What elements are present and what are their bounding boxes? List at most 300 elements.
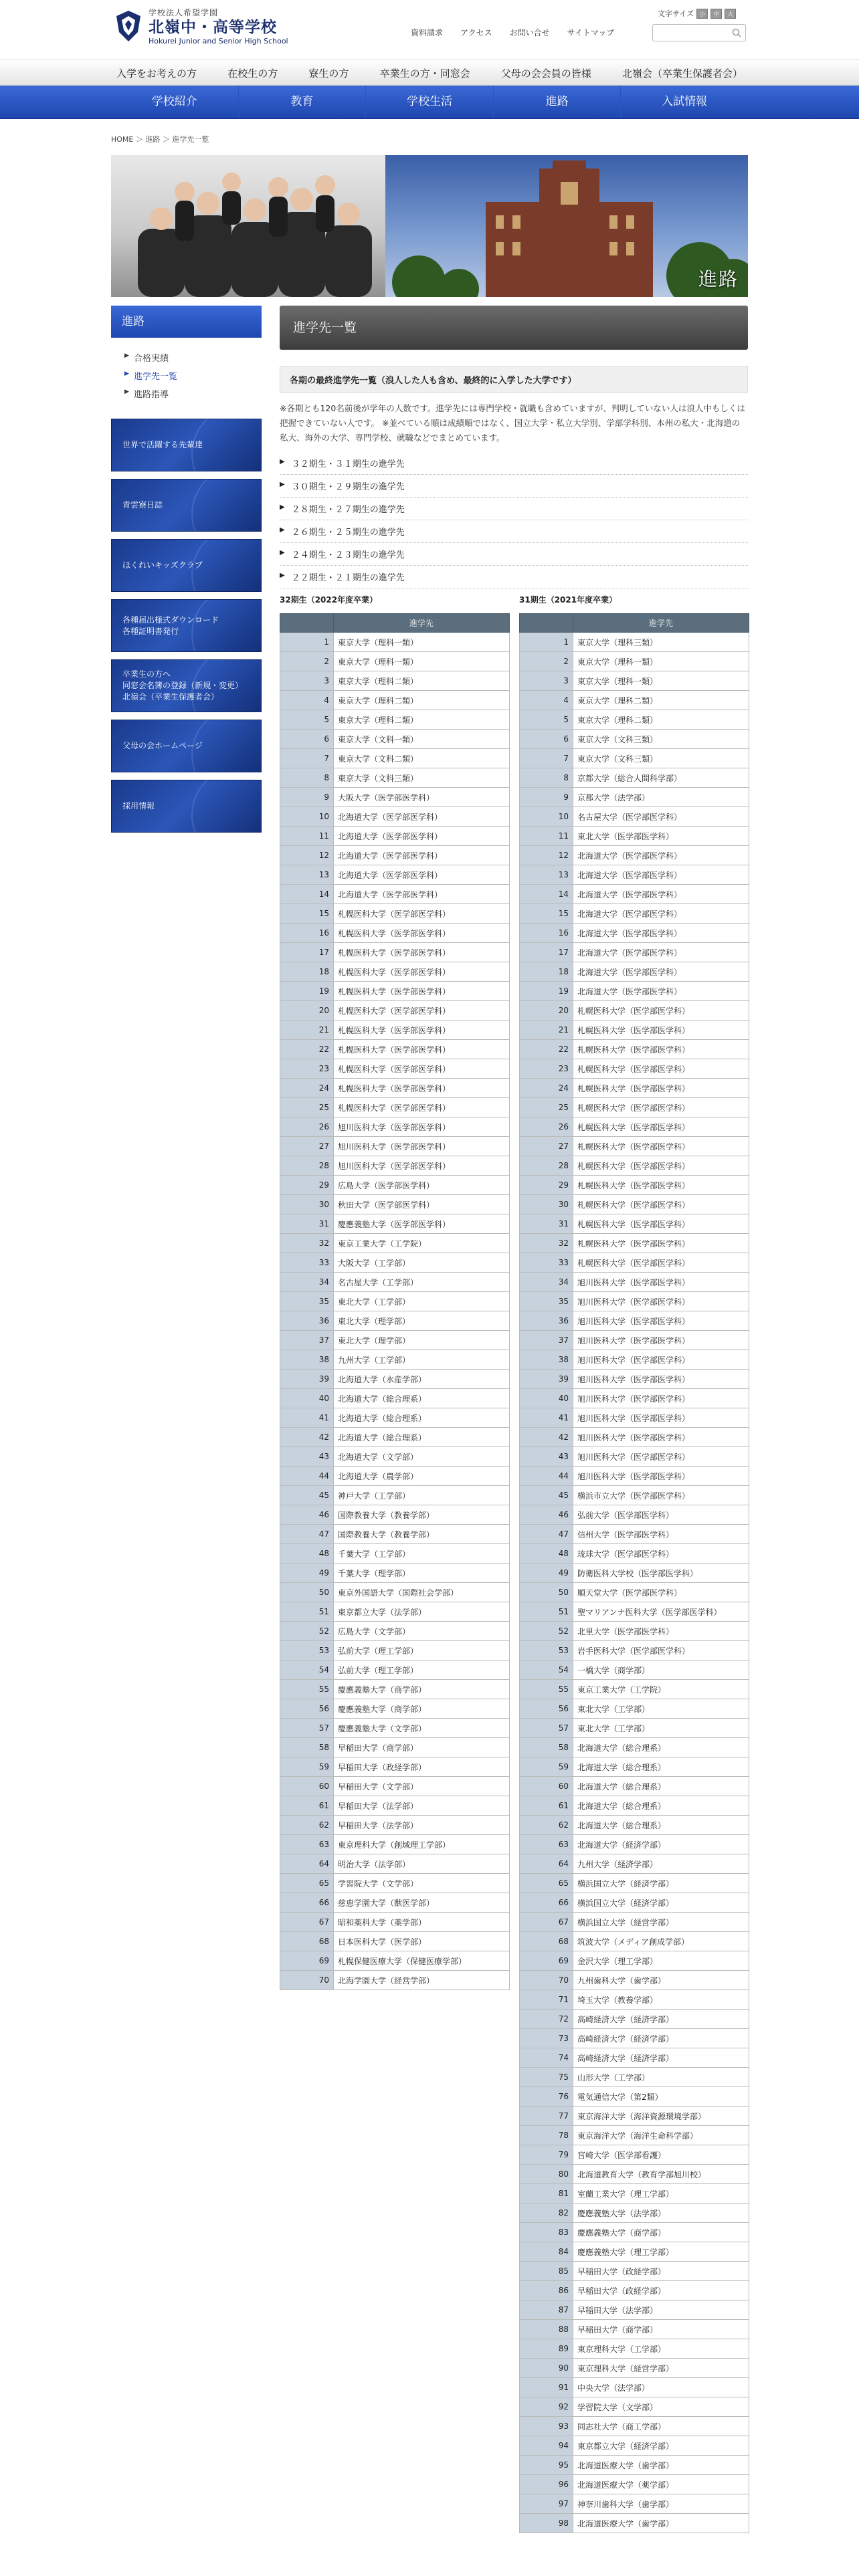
row-number: 5 — [520, 710, 573, 730]
university-cell: 東京工業大学（工学院） — [573, 1680, 749, 1699]
row-number: 53 — [280, 1641, 334, 1660]
nav-school-life[interactable]: 学校生活 — [365, 86, 493, 118]
university-cell: 札幌医科大学（医学部医学科） — [334, 962, 510, 982]
table-row — [280, 1486, 510, 1505]
university-cell: 北海道大学（医学部医学科） — [573, 943, 749, 962]
table-row — [520, 2359, 749, 2378]
sidebar-item-results[interactable]: ▶ 合格実績 — [124, 351, 262, 364]
university-cell: 旭川医科大学（医学部医学科） — [573, 1273, 749, 1292]
row-number: 29 — [280, 1176, 334, 1195]
table-row — [280, 710, 510, 730]
table-row — [280, 1156, 510, 1176]
school-name-en: Hokurei Junior and Senior High School — [149, 37, 288, 45]
table-row — [520, 652, 749, 671]
university-cell: 京都大学（総合人間科学部） — [573, 768, 749, 788]
university-cell: 札幌医科大学（医学部医学科） — [334, 1040, 510, 1059]
university-cell: 早稲田大学（政経学部） — [334, 1757, 510, 1777]
university-cell: 慶應義塾大学（法学部） — [573, 2204, 749, 2223]
table-row — [520, 1913, 749, 1932]
row-number: 64 — [520, 1854, 573, 1874]
university-cell: 北海道大学（医学部医学科） — [573, 865, 749, 885]
table-row — [520, 1990, 749, 2010]
university-cell: 弘前大学（理工学部） — [334, 1641, 510, 1660]
university-cell: 千葉大学（工学部） — [334, 1544, 510, 1564]
row-number: 1 — [520, 633, 573, 652]
table-row — [280, 1854, 510, 1874]
row-number: 37 — [520, 1331, 573, 1350]
university-cell: 室蘭工業大学（理工学部） — [573, 2184, 749, 2204]
row-number: 75 — [520, 2068, 573, 2087]
sidebar-item-destinations[interactable]: ▶ 進学先一覧 — [124, 369, 262, 382]
table-row — [520, 2494, 749, 2514]
row-number: 30 — [520, 1195, 573, 1214]
row-number: 62 — [280, 1816, 334, 1835]
university-cell: 神奈川歯科大学（歯学部） — [573, 2494, 749, 2514]
table-row — [280, 1350, 510, 1370]
row-number: 54 — [280, 1660, 334, 1680]
table-row — [280, 1564, 510, 1583]
row-number: 91 — [520, 2378, 573, 2397]
nav-prospective[interactable]: 入学をお考えの方 — [116, 67, 197, 80]
university-cell: 早稲田大学（政経学部） — [573, 2281, 749, 2300]
table-row — [280, 1098, 510, 1117]
table-row — [280, 1777, 510, 1796]
breadcrumb[interactable]: HOME ＞ 進路 ＞ 進学先一覧 — [111, 135, 209, 144]
banner-label: 父母の会ホームページ — [122, 741, 203, 750]
university-cell: 旭川医科大学（医学部医学科） — [573, 1447, 749, 1467]
search-input[interactable] — [652, 24, 746, 41]
destinations-table — [280, 613, 510, 1990]
year-link[interactable] — [280, 543, 748, 566]
university-cell: 東北大学（理学部） — [334, 1311, 510, 1331]
table-class-32 — [280, 594, 510, 1990]
arrow-right-icon: ▶ — [280, 481, 285, 488]
row-number: 82 — [520, 2204, 573, 2223]
row-number: 47 — [280, 1525, 334, 1544]
year-link[interactable] — [280, 452, 748, 475]
university-cell: 北海道教育大学（教育学部旭川校） — [573, 2165, 749, 2184]
row-number: 4 — [520, 691, 573, 710]
table-row — [520, 1292, 749, 1311]
university-cell: 旭川医科大学（医学部医学科） — [573, 1331, 749, 1350]
table-row — [520, 1117, 749, 1137]
search-icon[interactable] — [732, 28, 741, 37]
university-cell: 慈恵学園大学（獣医学部） — [334, 1893, 510, 1913]
row-number: 68 — [280, 1932, 334, 1951]
year-link[interactable] — [280, 566, 748, 588]
table-row — [520, 827, 749, 846]
row-number: 48 — [520, 1544, 573, 1564]
table-row — [520, 807, 749, 827]
row-number: 27 — [520, 1137, 573, 1156]
table-row — [520, 1583, 749, 1602]
table-row — [520, 1137, 749, 1156]
table-row — [280, 1913, 510, 1932]
table-row — [520, 1738, 749, 1757]
banner-alumni-world[interactable] — [111, 419, 262, 471]
table-row — [520, 2378, 749, 2397]
row-number: 63 — [280, 1835, 334, 1854]
row-number: 18 — [280, 962, 334, 982]
university-cell: 東京都立大学（法学部） — [334, 1602, 510, 1622]
row-number: 44 — [520, 1467, 573, 1486]
row-number: 7 — [280, 749, 334, 768]
row-number: 48 — [280, 1544, 334, 1564]
table-row — [520, 1486, 749, 1505]
nav-about[interactable]: 学校紹介 — [151, 95, 197, 108]
util-link-contact[interactable]: お問い合せ — [509, 28, 550, 37]
university-cell: 秋田大学（医学部医学科） — [334, 1195, 510, 1214]
banner-parents-home[interactable] — [111, 720, 262, 772]
table-row — [520, 1428, 749, 1447]
arrow-right-icon: ▶ — [280, 549, 285, 556]
row-number: 60 — [280, 1777, 334, 1796]
university-cell: 中央大学（法学部） — [573, 2378, 749, 2397]
row-number: 46 — [520, 1505, 573, 1525]
university-cell: 北海道医療大学（歯学部） — [573, 2514, 749, 2533]
table-row — [520, 943, 749, 962]
university-cell: 北海道大学（医学部医学科） — [573, 982, 749, 1001]
university-cell: 九州歯科大学（歯学部） — [573, 1971, 749, 1990]
banner-dorm-diary[interactable] — [111, 479, 262, 532]
row-number: 39 — [520, 1370, 573, 1389]
university-cell: 東京大学（理科一類） — [573, 652, 749, 671]
university-cell: 早稲田大学（政経学部） — [573, 2262, 749, 2281]
row-number: 21 — [520, 1021, 573, 1040]
university-cell: 札幌医科大学（医学部医学科） — [573, 1137, 749, 1156]
arrow-right-icon: ▶ — [280, 572, 285, 579]
university-cell: 神戸大学（工学部） — [334, 1486, 510, 1505]
row-number: 16 — [280, 924, 334, 943]
university-cell: 札幌医科大学（医学部医学科） — [334, 1079, 510, 1098]
university-cell: 北海道医療大学（歯学部） — [573, 2456, 749, 2475]
table-row — [520, 1564, 749, 1583]
university-cell: 札幌医科大学（医学部医学科） — [573, 1234, 749, 1253]
table-row — [520, 1854, 749, 1874]
nav-career[interactable]: 進路 — [493, 86, 621, 118]
table-row — [520, 885, 749, 904]
row-number: 57 — [280, 1719, 334, 1738]
university-cell: 旭川医科大学（医学部医学科） — [573, 1467, 749, 1486]
table-row — [280, 1059, 510, 1079]
university-cell: 東京大学（理科二類） — [573, 710, 749, 730]
university-cell: 慶應義塾大学（商学部） — [334, 1699, 510, 1719]
banner-alumni-register[interactable] — [111, 659, 262, 712]
table-row — [280, 1195, 510, 1214]
lead-heading: 各期の最終進学先一覧（浪人した人も含め、最終的に入学した大学です） — [280, 366, 748, 393]
table-row — [280, 1680, 510, 1699]
table-row — [280, 1719, 510, 1738]
university-cell: 東北大学（工学部） — [573, 1699, 749, 1719]
nav-dorm[interactable]: 寮生の方 — [308, 67, 349, 80]
university-cell: 日本医科大学（医学部） — [334, 1932, 510, 1951]
banner-forms-download[interactable] — [111, 599, 262, 652]
row-number: 38 — [520, 1350, 573, 1370]
nav-hokureikai[interactable]: 北嶺会（卒業生保護者会） — [622, 67, 743, 80]
row-number: 19 — [280, 982, 334, 1001]
row-number: 72 — [520, 2010, 573, 2029]
table-row — [520, 2320, 749, 2339]
table-row — [520, 2087, 749, 2107]
row-number: 37 — [280, 1331, 334, 1350]
table-row — [520, 2339, 749, 2359]
university-cell: 東京外国語大学（国際社会学部） — [334, 1583, 510, 1602]
table-row — [520, 1777, 749, 1796]
row-number: 4 — [280, 691, 334, 710]
banner-label: 青雲寮日誌 — [122, 500, 163, 510]
row-number: 36 — [280, 1311, 334, 1331]
row-number: 20 — [520, 1001, 573, 1021]
row-number: 83 — [520, 2223, 573, 2242]
util-link-sitemap[interactable]: サイトマップ — [567, 28, 615, 37]
year-link[interactable] — [280, 475, 748, 498]
university-cell: 名古屋大学（医学部医学科） — [573, 807, 749, 827]
row-number: 62 — [520, 1816, 573, 1835]
university-cell: 東京大学（文科二類） — [334, 749, 510, 768]
row-number: 66 — [520, 1893, 573, 1913]
row-number: 3 — [520, 671, 573, 691]
table-row — [520, 1214, 749, 1234]
table-row — [520, 1389, 749, 1408]
row-number: 14 — [520, 885, 573, 904]
row-number: 46 — [280, 1505, 334, 1525]
university-cell: 旭川医科大学（医学部医学科） — [573, 1292, 749, 1311]
table-row — [520, 1195, 749, 1214]
university-cell: 金沢大学（理工学部） — [573, 1951, 749, 1971]
font-large-button[interactable]: 大 — [725, 9, 736, 19]
font-medium-button[interactable]: 中 — [710, 9, 722, 19]
font-size-label: 文字サイズ — [658, 9, 694, 18]
row-number: 27 — [280, 1137, 334, 1156]
table-row — [520, 1408, 749, 1428]
university-cell: 学習院大学（文学部） — [334, 1874, 510, 1893]
row-number: 42 — [520, 1428, 573, 1447]
row-number: 59 — [280, 1757, 334, 1777]
table-row — [520, 846, 749, 865]
main-nav — [0, 86, 859, 119]
table-row — [520, 2242, 749, 2262]
sidebar-item-guidance[interactable]: ▶ 進路指導 — [124, 387, 262, 400]
sidebar-heading[interactable]: 進路 — [111, 306, 262, 338]
university-cell: 高崎経済大学（経済学部） — [573, 2048, 749, 2068]
university-cell: 防衛医科大学校（医学部医学科） — [573, 1564, 749, 1583]
year-link[interactable] — [280, 520, 748, 543]
table-row — [280, 1389, 510, 1408]
nav-alumni[interactable]: 卒業生の方・同窓会 — [379, 67, 470, 80]
row-number: 84 — [520, 2242, 573, 2262]
table-header-blank — [280, 614, 334, 633]
table-row — [520, 1796, 749, 1816]
table-row — [280, 730, 510, 749]
table-row — [280, 768, 510, 788]
row-number: 52 — [280, 1622, 334, 1641]
row-number: 61 — [520, 1796, 573, 1816]
year-link-label: ２２期生・２１期生の進学先 — [291, 573, 405, 583]
row-number: 92 — [520, 2397, 573, 2417]
row-number: 64 — [280, 1854, 334, 1874]
university-cell: 東京大学（文科三類） — [573, 749, 749, 768]
row-number: 70 — [280, 1971, 334, 1990]
school-logo[interactable] — [114, 7, 288, 45]
row-number: 11 — [280, 827, 334, 846]
row-number: 33 — [280, 1253, 334, 1273]
nav-parents[interactable]: 父母の会会員の皆様 — [500, 67, 591, 80]
table-row — [280, 846, 510, 865]
table-row — [280, 885, 510, 904]
row-number: 18 — [520, 962, 573, 982]
row-number: 43 — [280, 1447, 334, 1467]
table-row — [280, 671, 510, 691]
row-number: 58 — [520, 1738, 573, 1757]
university-cell: 筑波大学（メディア創成学部） — [573, 1932, 749, 1951]
nav-education[interactable]: 教育 — [238, 86, 366, 118]
table-row — [280, 1117, 510, 1137]
row-number: 54 — [520, 1660, 573, 1680]
row-number: 22 — [520, 1040, 573, 1059]
row-number: 16 — [520, 924, 573, 943]
table-row — [280, 1583, 510, 1602]
row-number: 45 — [280, 1486, 334, 1505]
university-cell: 横浜国立大学（経済学部） — [573, 1874, 749, 1893]
university-cell: 東京海洋大学（海洋生命科学部） — [573, 2126, 749, 2145]
university-cell: 明治大学（法学部） — [334, 1854, 510, 1874]
row-number: 15 — [280, 904, 334, 924]
table-row — [520, 1311, 749, 1331]
utility-links — [411, 27, 614, 38]
table-row — [280, 652, 510, 671]
table-row — [520, 1079, 749, 1098]
row-number: 81 — [520, 2184, 573, 2204]
table-row — [520, 749, 749, 768]
table-row — [520, 2126, 749, 2145]
row-number: 43 — [520, 1447, 573, 1467]
banner-recruit[interactable] — [111, 780, 262, 833]
row-number: 22 — [280, 1040, 334, 1059]
university-cell: 埼玉大学（教養学部） — [573, 1990, 749, 2010]
table-body — [520, 633, 749, 2533]
university-cell: 昭和薬科大学（薬学部） — [334, 1913, 510, 1932]
table-row — [520, 1835, 749, 1854]
table-row — [520, 2300, 749, 2320]
table-row — [520, 1680, 749, 1699]
university-cell: 東京理科大学（創域理工学部） — [334, 1835, 510, 1854]
university-cell: 東京海洋大学（海洋資源環境学部） — [573, 2107, 749, 2126]
table-row — [520, 1467, 749, 1486]
row-number: 19 — [520, 982, 573, 1001]
banner-label: 採用情報 — [122, 801, 155, 811]
row-number: 35 — [520, 1292, 573, 1311]
table-row — [280, 1641, 510, 1660]
table-row — [280, 1757, 510, 1777]
university-cell: 東京大学（理科二類） — [334, 710, 510, 730]
row-number: 65 — [280, 1874, 334, 1893]
university-cell: 聖マリアンナ医科大学（医学部医学科） — [573, 1602, 749, 1622]
row-number: 56 — [520, 1699, 573, 1719]
table-header: 進学先 — [573, 614, 749, 633]
university-cell: 北海道大学（総合理系） — [334, 1428, 510, 1447]
university-cell: 琉球大学（医学部医学科） — [573, 1544, 749, 1564]
row-number: 57 — [520, 1719, 573, 1738]
table-row — [520, 1176, 749, 1195]
util-link-access[interactable]: アクセス — [460, 28, 492, 37]
row-number: 25 — [280, 1098, 334, 1117]
row-number: 28 — [280, 1156, 334, 1176]
university-cell: 札幌医科大学（医学部医学科） — [334, 904, 510, 924]
nav-admission[interactable]: 入試情報 — [620, 86, 748, 118]
row-number: 33 — [520, 1253, 573, 1273]
row-number: 31 — [280, 1214, 334, 1234]
row-number: 96 — [520, 2475, 573, 2494]
university-cell: 慶應義塾大学（商学部） — [573, 2223, 749, 2242]
table-header: 進学先 — [334, 614, 510, 633]
row-number: 52 — [520, 1622, 573, 1641]
table-row — [520, 1816, 749, 1835]
row-number: 23 — [280, 1059, 334, 1079]
year-link[interactable] — [280, 498, 748, 520]
table-row — [280, 1040, 510, 1059]
table-row — [280, 1835, 510, 1854]
table-row — [520, 2436, 749, 2456]
row-number: 29 — [520, 1176, 573, 1195]
table-row — [280, 865, 510, 885]
row-number: 49 — [520, 1564, 573, 1583]
university-cell: 札幌医科大学（医学部医学科） — [334, 1059, 510, 1079]
table-row — [520, 671, 749, 691]
university-cell: 国際教養大学（教養学部） — [334, 1525, 510, 1544]
hero-illustration — [111, 155, 748, 297]
table-row — [520, 2223, 749, 2242]
table-row — [520, 2068, 749, 2087]
row-number: 97 — [520, 2494, 573, 2514]
table-row — [280, 1273, 510, 1292]
row-number: 51 — [280, 1602, 334, 1622]
table-row — [520, 2029, 749, 2048]
banner-kids-club[interactable] — [111, 539, 262, 592]
table-row — [280, 1951, 510, 1971]
table-row — [280, 1408, 510, 1428]
row-number: 17 — [520, 943, 573, 962]
nav-students[interactable]: 在校生の方 — [227, 67, 278, 80]
row-number: 32 — [280, 1234, 334, 1253]
util-link-request[interactable]: 資料請求 — [411, 28, 444, 37]
table-row — [280, 982, 510, 1001]
font-small-button[interactable]: 小 — [696, 9, 708, 19]
row-number: 65 — [520, 1874, 573, 1893]
university-cell: 札幌医科大学（医学部医学科） — [334, 1098, 510, 1117]
row-number: 68 — [520, 1932, 573, 1951]
university-cell: 旭川医科大学（医学部医学科） — [573, 1389, 749, 1408]
university-cell: 早稲田大学（法学部） — [334, 1816, 510, 1835]
row-number: 55 — [520, 1680, 573, 1699]
table-row — [520, 2475, 749, 2494]
table-row — [280, 1602, 510, 1622]
table-row — [280, 691, 510, 710]
main-content — [280, 306, 748, 588]
row-number: 26 — [280, 1117, 334, 1137]
table-row — [280, 1001, 510, 1021]
university-cell: 札幌医科大学（医学部医学科） — [573, 1195, 749, 1214]
row-number: 55 — [280, 1680, 334, 1699]
university-cell: 早稲田大学（商学部） — [334, 1738, 510, 1757]
row-number: 56 — [280, 1699, 334, 1719]
row-number: 34 — [280, 1273, 334, 1292]
table-row — [520, 1544, 749, 1564]
row-number: 79 — [520, 2145, 573, 2165]
university-cell: 早稲田大学（法学部） — [334, 1796, 510, 1816]
table-row — [520, 730, 749, 749]
table-row — [520, 1874, 749, 1893]
table-row — [280, 1544, 510, 1564]
